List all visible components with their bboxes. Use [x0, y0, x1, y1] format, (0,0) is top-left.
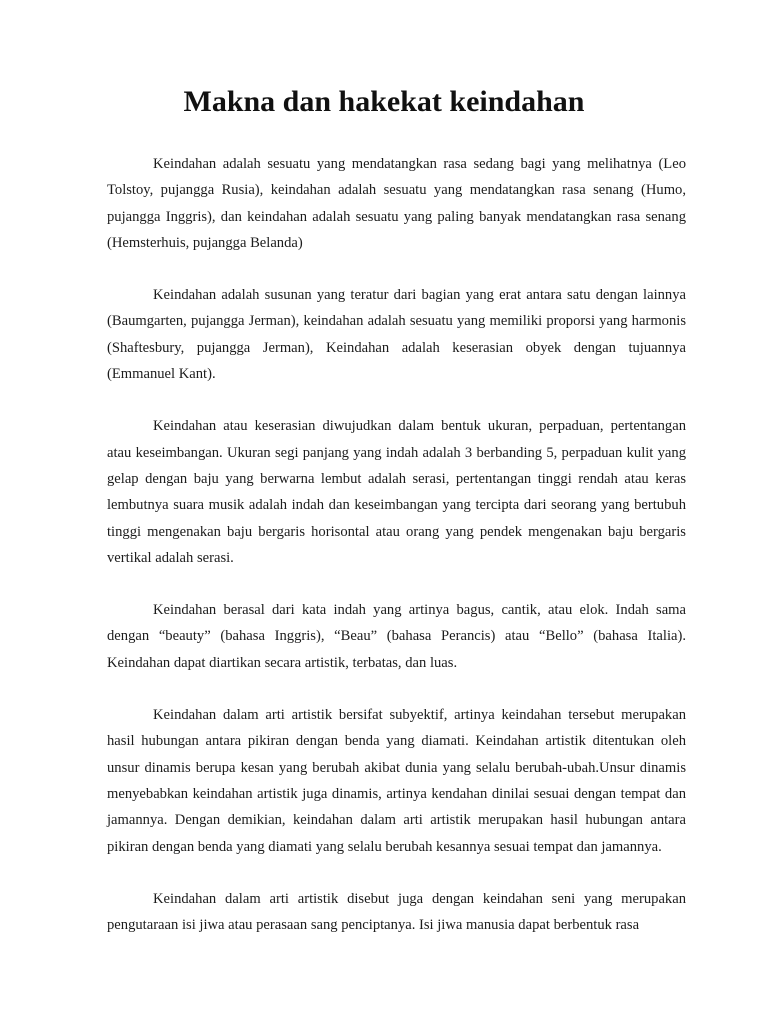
paragraph-2: Keindahan adalah susunan yang teratur dari bagian yang erat antara satu dengan lainnya (Baumgarten, pujangga Jerman), keindahan adalah sesuatu yang memiliki proporsi yang harmonis (Shaftesbury, pujangga Jerman), Keindahan adalah keserasian obyek dengan tujuannya (Emmanuel Kant). — [107, 287, 686, 383]
paragraph-3: Keindahan atau keserasian diwujudkan dalam bentuk ukuran, perpaduan, pertentangan atau keseimbangan. Ukuran segi panjang yang indah adalah 3 berbanding 5, perpaduan kulit yang gelap dengan baju yang berwarna lembut adalah serasi, pertentangan tinggi rendah atau keras lembutnya suara musik adalah indah dan keseimbangan yang tercipta dari seorang yang bertubuh tinggi mengenakan baju bergaris horisontal atau orang yang pendek mengenakan baju bergaris vertikal adalah serasi. — [107, 418, 686, 566]
paragraph-4: Keindahan berasal dari kata indah yang artinya bagus, cantik, atau elok. Indah sama dengan “beauty” (bahasa Inggris), “Beau” (bahasa Perancis) atau “Bello” (bahasa Italia). Keindahan dapat diartikan secara artistik, terbatas, dan luas. — [107, 602, 686, 671]
document-body — [107, 151, 686, 964]
paragraph-1: Keindahan adalah sesuatu yang mendatangkan rasa sedang bagi yang melihatnya (Leo Tolstoy, pujangga Rusia), keindahan adalah sesuatu yang mendatangkan rasa senang (Humo, pujangga Inggris), dan keindahan adalah sesuatu yang paling banyak mendatangkan rasa senang (Hemsterhuis, pujangga Belanda) — [107, 156, 686, 251]
paragraph-6: Keindahan dalam arti artistik disebut juga dengan keindahan seni yang merupakan pengutaraan isi jiwa atau perasaan sang penciptanya. Isi jiwa manusia dapat berbentuk rasa — [107, 890, 686, 934]
paragraph-5: Keindahan dalam arti artistik bersifat subyektif, artinya keindahan tersebut merupakan hasil hubungan antara pikiran dengan benda yang diamati. Keindahan artistik ditentukan oleh unsur dinamis berupa kesan yang berubah akibat dunia yang selalu berubah-ubah.Unsur dinamis menyebabkan keindahan artistik juga dinamis, artinya kendahan dinilai sesuai dengan tempat dan jamannya. Dengan demikian, keindahan dalam arti artistik merupakan hasil hubungan antara pikiran dengan benda yang diamati yang selalu berubah kesannya sesuai tempat dan jamannya. — [107, 707, 686, 855]
page-title: Makna dan hakekat keindahan — [183, 85, 585, 118]
